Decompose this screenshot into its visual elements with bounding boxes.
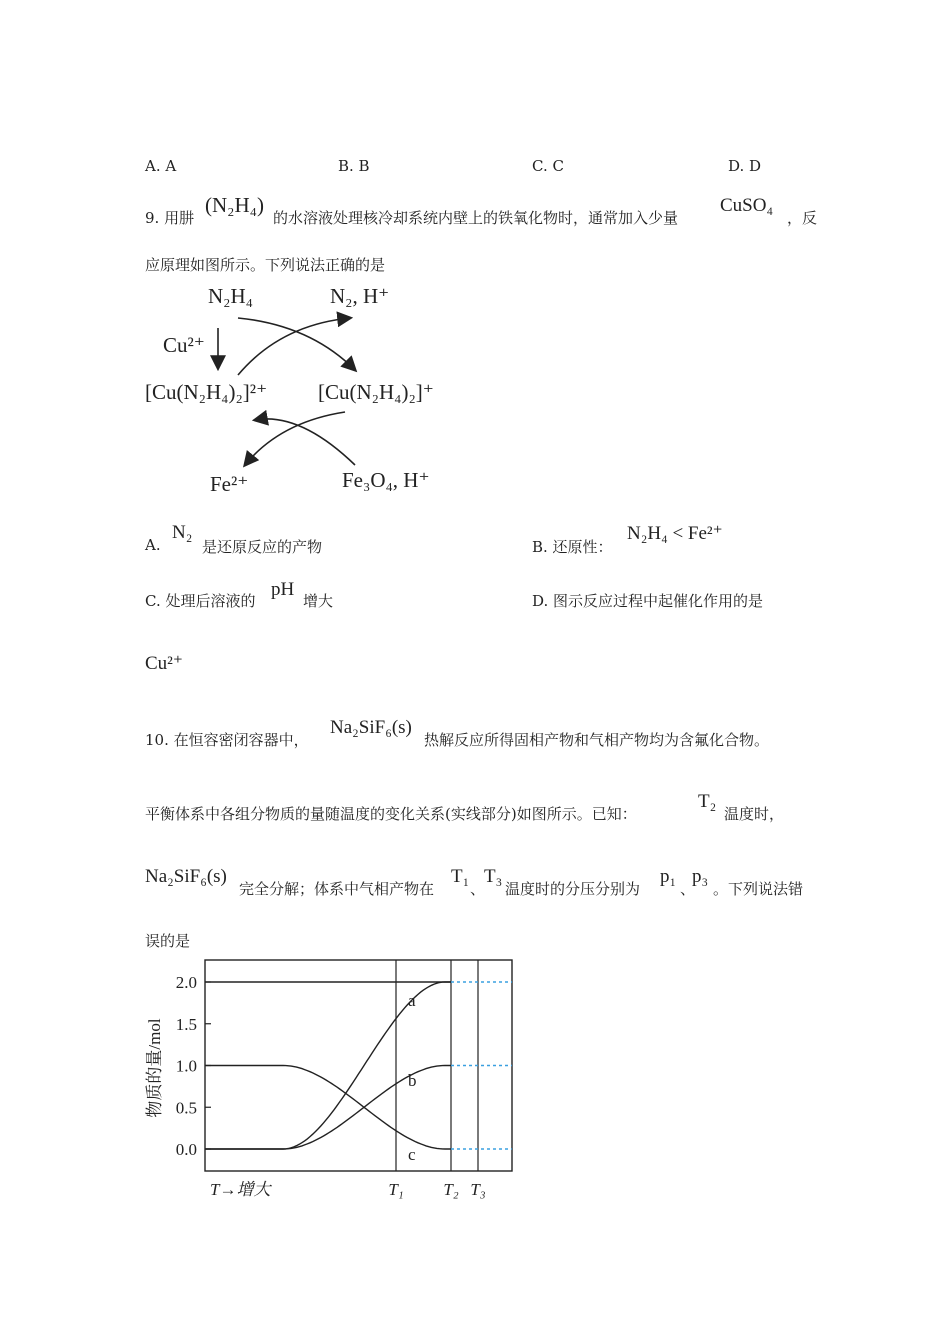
q10-sep2: 、	[680, 880, 696, 898]
q8-option-d: D. D	[728, 157, 762, 175]
q10-t1: T₁	[451, 866, 470, 887]
y-tick-label: 2.0	[175, 973, 197, 992]
q9-text-mid: 的水溶液处理核冷却系统内壁上的铁氧化物时，通常加入少量	[273, 209, 679, 227]
q9-optD-formula: Cu²⁺	[145, 653, 183, 674]
q9-optA-formula: N₂	[172, 522, 193, 543]
series-b-label: b	[408, 1071, 417, 1090]
chart-xlabel: T→增大	[210, 1180, 271, 1199]
y-tick-label: 0.0	[175, 1140, 197, 1159]
temp-marker-label: T₂	[443, 1180, 459, 1199]
q10-line3-b: 温度时的分压分别为	[505, 880, 641, 898]
diagram-fe3o4: Fe₃O₄, H⁺	[342, 468, 430, 492]
q9-optB-label: B. 还原性：	[532, 538, 613, 556]
q9-formula-cuso4: CuSO₄	[720, 195, 774, 216]
q9-line2: 应原理如图所示。下列说法正确的是	[145, 256, 386, 274]
q10-p1: p₁	[660, 866, 677, 887]
diagram-n2-h: N₂, H⁺	[330, 284, 390, 308]
q9-optC-text: 增大	[303, 592, 334, 610]
q9-number: 9. 用肼	[145, 209, 195, 227]
series-c-label: c	[408, 1145, 416, 1164]
q9-text-end: ，反	[787, 209, 818, 227]
diagram-complex-2plus: [Cu(N₂H₄)₂]²⁺	[145, 380, 268, 404]
diagram-complex-1plus: [Cu(N₂H₄)₂]⁺	[318, 380, 434, 404]
series-a-label: a	[408, 991, 416, 1010]
q10-text1: 热解反应所得固相产物和气相产物均为含氟化合物。	[424, 731, 770, 749]
y-tick-label: 0.5	[175, 1098, 197, 1118]
temp-marker-label: T₃	[470, 1180, 486, 1199]
q9-optC-label: C. 处理后溶液的	[145, 592, 256, 610]
q10-t2: T₂	[698, 791, 717, 812]
q10-line4: 误的是	[145, 932, 191, 950]
y-tick-label: 1.5	[175, 1014, 197, 1034]
q9-optC-formula: pH	[271, 579, 295, 600]
q10-sep1: 、	[470, 880, 486, 898]
y-tick-label: 1.0	[175, 1056, 197, 1076]
q9-optA-label: A.	[145, 536, 161, 554]
q10-line3-a: 完全分解；体系中气相产物在	[239, 880, 435, 898]
chart-ylabel: 物质的量/mol	[145, 1018, 164, 1118]
diagram-fe2: Fe²⁺	[210, 472, 249, 496]
q9-formula-n2h4: (N₂H₄)	[205, 193, 264, 217]
q9-optB-formula: N₂H₄ < Fe²⁺	[627, 523, 723, 544]
q8-option-b: B. B	[338, 157, 370, 175]
q8-option-c: C. C	[532, 157, 564, 175]
q10-line3-c: 。下列说法错	[713, 880, 804, 898]
q10-formula1: Na₂SiF₆(s)	[330, 717, 412, 738]
q10-line2: 平衡体系中各组分物质的量随温度的变化关系(实线部分)如图所示。已知：	[145, 805, 637, 823]
q9-optD-text: D. 图示反应过程中起催化作用的是	[532, 592, 764, 610]
diagram-n2h4: N₂H₄	[208, 284, 253, 308]
q10-t3: T₃	[484, 866, 503, 887]
q9-optA-text: 是还原反应的产物	[202, 538, 323, 556]
temp-marker-label: T₁	[388, 1180, 404, 1199]
q10-number: 10. 在恒容密闭容器中，	[145, 731, 309, 749]
q10-line2-end: 温度时，	[724, 805, 785, 823]
q10-formula2: Na₂SiF₆(s)	[145, 866, 227, 887]
q10-p3: p₃	[692, 866, 709, 887]
diagram-cu2: Cu²⁺	[163, 333, 205, 357]
q8-option-a: A. A	[145, 157, 177, 175]
